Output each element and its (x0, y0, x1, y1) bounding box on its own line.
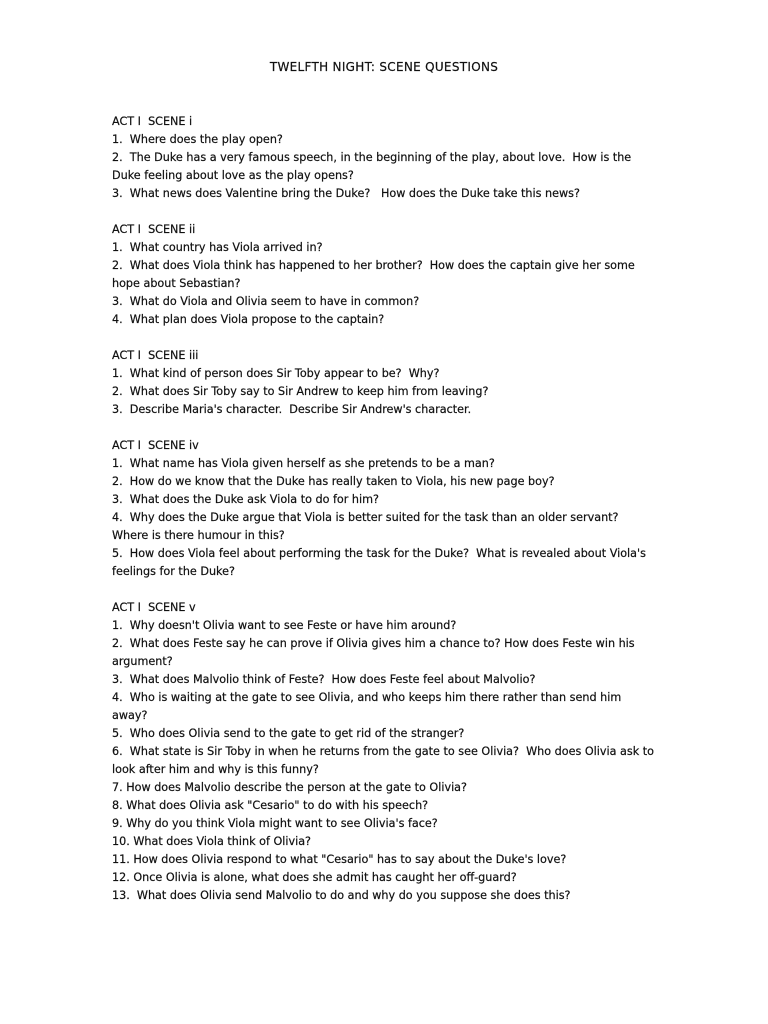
question-item: 2. The Duke has a very famous speech, in the beginning of the play, about love. How is the Duke feeling about love as the play opens? (112, 151, 635, 182)
question-item: 1. Why doesn't Olivia want to see Feste or have him around? (112, 619, 457, 632)
question-item: 1. What kind of person does Sir Toby appear to be? Why? (112, 367, 440, 380)
question-item: 7. How does Malvolio describe the person at the gate to Olivia? (112, 781, 467, 794)
question-item: 3. What news does Valentine bring the Duke? How does the Duke take this news? (112, 187, 580, 200)
question-item: 8. What does Olivia ask "Cesario" to do with his speech? (112, 799, 429, 812)
question-item: 9. Why do you think Viola might want to see Olivia's face? (112, 817, 438, 830)
scene-heading: ACT I SCENE v (112, 601, 196, 614)
question-item: 2. How do we know that the Duke has really taken to Viola, his new page boy? (112, 475, 555, 488)
scene-heading: ACT I SCENE iii (112, 349, 199, 362)
scene-section (112, 347, 657, 419)
question-item: 4. Who is waiting at the gate to see Olivia, and who keeps him there rather than send him away? (112, 691, 625, 722)
question-item: 1. What name has Viola given herself as she pretends to be a man? (112, 457, 495, 470)
question-item: 3. What does the Duke ask Viola to do for him? (112, 493, 379, 506)
question-item: 1. What country has Viola arrived in? (112, 241, 323, 254)
question-item: 10. What does Viola think of Olivia? (112, 835, 311, 848)
question-item: 2. What does Viola think has happened to her brother? How does the captain give her some hope about Sebastian? (112, 259, 639, 290)
scene-section (112, 221, 657, 329)
question-item: 5. Who does Olivia send to the gate to get rid of the stranger? (112, 727, 465, 740)
question-item: 3. What do Viola and Olivia seem to have in common? (112, 295, 420, 308)
scene-section (112, 599, 657, 905)
question-item: 3. Describe Maria's character. Describe Sir Andrew's character. (112, 403, 472, 416)
scene-heading: ACT I SCENE i (112, 115, 193, 128)
scene-heading: ACT I SCENE ii (112, 223, 196, 236)
page-title: TWELFTH NIGHT: SCENE QUESTIONS (269, 60, 499, 74)
scene-section (112, 113, 657, 203)
question-item: 11. How does Olivia respond to what "Cesario" has to say about the Duke's love? (112, 853, 567, 866)
question-item: 2. What does Feste say he can prove if Olivia gives him a chance to? How does Feste win his argument? (112, 637, 639, 668)
scene-heading: ACT I SCENE iv (112, 439, 199, 452)
question-item: 3. What does Malvolio think of Feste? How does Feste feel about Malvolio? (112, 673, 536, 686)
question-item: 5. How does Viola feel about performing the task for the Duke? What is revealed about Viola's feelings for the Duke? (112, 547, 650, 578)
question-item: 2. What does Sir Toby say to Sir Andrew to keep him from leaving? (112, 385, 489, 398)
question-item: 13. What does Olivia send Malvolio to do and why do you suppose she does this? (112, 889, 571, 902)
questions-body (112, 113, 657, 923)
scene-section (112, 437, 657, 581)
question-item: 4. Why does the Duke argue that Viola is better suited for the task than an older servant? Where is there humour in this? (112, 511, 626, 542)
question-item: 6. What state is Sir Toby in when he returns from the gate to see Olivia? Who does Olivia ask to look after him and why is this funny? (112, 745, 658, 776)
question-item: 12. Once Olivia is alone, what does she admit has caught her off-guard? (112, 871, 517, 884)
question-item: 4. What plan does Viola propose to the captain? (112, 313, 385, 326)
question-item: 1. Where does the play open? (112, 133, 283, 146)
